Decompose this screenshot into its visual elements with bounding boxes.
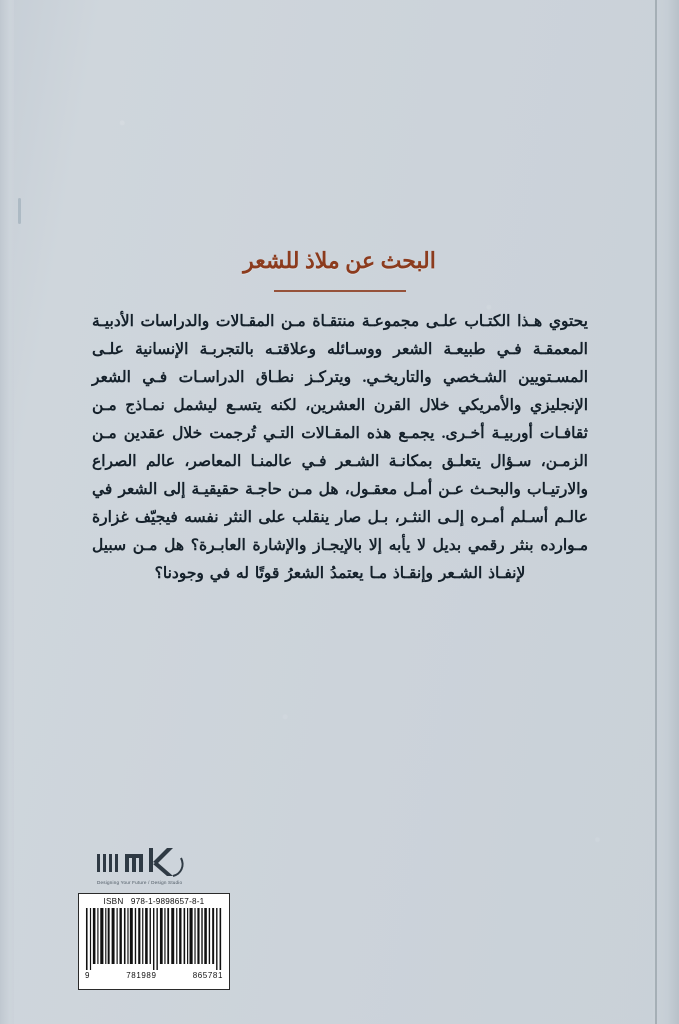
barcode-digit-middle: 781989 — [126, 971, 157, 980]
book-title: البحث عن ملاذ للشعر — [243, 248, 436, 273]
page-edge — [0, 0, 14, 1024]
blurb-paragraph: يحتوي هـذا الكتـاب علـى مجموعـة منتقـاة مـن المقـالات والدراسات الأدبيـة المعمقـة فـي طبيعـة الشعر ووسـائله وعلاقتـه بالتجربـة الإنسانية علـى المسـتويين الشـخصي والتاريخـي. ويتركـز نطـاق الدراسـات فـي الشعر الإنجليزي والأمريكي خلال القرن العشرين، لكنه يتسـع ليشمل نمـاذج مـن ثقافـات أوربيـة أخـرى. يجمـع هذه المقـالات التـي تُرجمت خلال عقدين مـن الزمـن، سـؤال يتعلـق بمكانـة الشـعر فـي عالمنـا المعاصر، عالم الصراع والارتيـاب والبحـث عـن أمـل معقـول، هل مـن حاجـة حقيقيـة إلى الشعر في عالـم أسـلم أمـره إلـى النثـر، بـل صار ينقلب على النثر نفسه فيجيّف غزارة مـوارده بنثر رقمي بديل لا يأبه إلا بالإيجـاز والإشارة العابـرة؟ هل مـن سبيل لإنفـاذ الشـعر وإنقـاذ مـا يعتمدُ الشعرُ قوتًا له في وجودنا؟ — [92, 313, 588, 582]
publisher-tagline: Designing Your Future / Design Studio — [97, 880, 183, 885]
barcode-digits — [84, 970, 224, 980]
isbn-number: 978-1-9898657-8-1 — [130, 897, 205, 906]
isbn-label: ISBN — [103, 897, 124, 906]
barcode-digit-right: 865781 — [192, 971, 223, 980]
barcode-block — [78, 893, 230, 990]
publisher-logo — [95, 846, 235, 894]
isbn-text — [84, 897, 224, 906]
page-edge-mark — [18, 198, 21, 224]
spine-line — [655, 0, 657, 1024]
back-cover-blurb — [92, 308, 588, 588]
barcode-bars — [84, 908, 224, 970]
barcode-digit-left: 9 — [85, 971, 91, 980]
title-divider — [274, 290, 406, 292]
